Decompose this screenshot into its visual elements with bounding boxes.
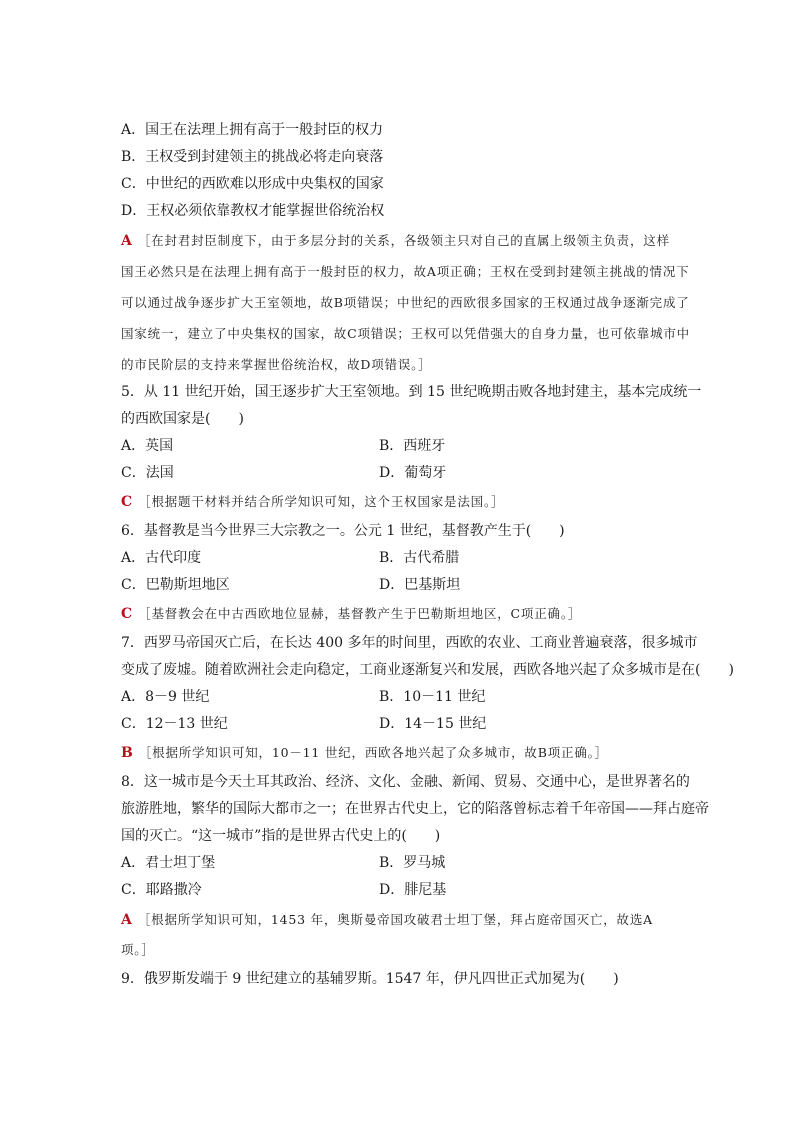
q8-answer-key: A xyxy=(121,912,132,928)
q8-option-d: D．腓尼基 xyxy=(379,882,447,898)
q4-answer-line-5: 的市民阶层的支持来掌握世俗统治权，故D项错误。］ xyxy=(121,357,432,372)
q8-stem-line-2: 旅游胜地，繁华的国际大都市之一；在世界古代史上，它的陷落曾标志着千年帝国——拜占庭帝 xyxy=(121,801,709,817)
q8-option-c: C．耶路撒冷 xyxy=(121,882,202,898)
q7-option-b: B．10－11 世纪 xyxy=(379,689,486,705)
q5-stem-line-2: 的西欧国家是( ) xyxy=(121,411,244,427)
q6-option-d: D．巴基斯坦 xyxy=(379,577,461,593)
q4-option-b: B．王权受到封建领主的挑战必将走向衰落 xyxy=(121,149,384,165)
q8-answer-line-1: A ［根据所学知识可知，1453 年，奥斯曼帝国攻破君士坦丁堡，拜占庭帝国灭亡，故选A xyxy=(121,912,653,928)
q4-answer-key: A xyxy=(121,233,132,249)
q5-option-c: C．法国 xyxy=(121,465,174,481)
q5-answer-key: C xyxy=(121,494,133,510)
q8-stem-line-3: 国的灭亡。“这一城市”指的是世界古代史上的( ) xyxy=(121,828,441,844)
q5-option-a: A．英国 xyxy=(121,438,174,454)
q7-answer: B ［根据所学知识可知，10－11 世纪，西欧各地兴起了众多城市，故B项正确。］ xyxy=(121,745,608,761)
q4-option-d: D．王权必须依靠教权才能掌握世俗统治权 xyxy=(121,203,385,219)
q8-answer-line-2: 项。］ xyxy=(121,942,155,957)
q7-stem-line-2: 变成了废墟。随着欧洲社会走向稳定，工商业逐渐复兴和发展，西欧各地兴起了众多城市是在( ) xyxy=(121,662,734,678)
q8-option-b: B．罗马城 xyxy=(379,855,446,871)
q4-answer-line-4: 国家统一，建立了中央集权的国家，故C项错误；王权可以凭借强大的自身力量，也可依靠城市中 xyxy=(121,326,690,341)
q5-option-d: D．葡萄牙 xyxy=(379,465,447,481)
q4-answer-line-1: A ［在封君封臣制度下，由于多层分封的关系，各级领主只对自己的直属上级领主负责，这样 xyxy=(121,233,670,249)
q4-option-a: A．国王在法理上拥有高于一般封臣的权力 xyxy=(121,122,384,138)
q7-answer-key: B xyxy=(121,745,133,761)
q6-option-c: C．巴勒斯坦地区 xyxy=(121,577,230,593)
q6-answer: C ［基督教会在中古西欧地位显赫，基督教产生于巴勒斯坦地区，C项正确。］ xyxy=(121,606,582,622)
q7-option-a: A．8－9 世纪 xyxy=(121,689,210,705)
q6-stem-line-1: 6．基督教是当今世界三大宗教之一。公元 1 世纪，基督教产生于( ) xyxy=(121,523,565,539)
q6-option-b: B．古代希腊 xyxy=(379,550,460,566)
q6-answer-key: C xyxy=(121,606,133,622)
q5-option-b: B．西班牙 xyxy=(379,438,446,454)
q4-answer-line-2: 国王必然只是在法理上拥有高于一般封臣的权力，故A项正确；王权在受到封建领主挑战的情况下 xyxy=(121,264,690,279)
q7-stem-line-1: 7．西罗马帝国灭亡后，在长达 400 多年的时间里，西欧的农业、工商业普遍衰落，很多城市 xyxy=(121,635,698,651)
q8-option-a: A．君士坦丁堡 xyxy=(121,855,216,871)
q5-answer: C ［根据题干材料并结合所学知识可知，这个王权国家是法国。］ xyxy=(121,494,505,510)
q4-option-c: C．中世纪的西欧难以形成中央集权的国家 xyxy=(121,176,384,192)
q4-answer-line-3: 可以通过战争逐步扩大王室领地，故B项错误；中世纪的西欧很多国家的王权通过战争逐渐完成了 xyxy=(121,295,690,310)
q5-stem-line-1: 5．从 11 世纪开始，国王逐步扩大王室领地。到 15 世纪晚期击败各地封建主，基本完成统一 xyxy=(121,384,702,400)
q7-option-d: D．14－15 世纪 xyxy=(379,716,487,732)
q7-option-c: C．12－13 世纪 xyxy=(121,716,228,732)
q8-stem-line-1: 8．这一城市是今天土耳其政治、经济、文化、金融、新闻、贸易、交通中心，是世界著名的 xyxy=(121,774,690,790)
q6-option-a: A．古代印度 xyxy=(121,550,202,566)
q9-stem-line-1: 9．俄罗斯发端于 9 世纪建立的基辅罗斯。1547 年，伊凡四世正式加冕为( ) xyxy=(121,971,619,987)
